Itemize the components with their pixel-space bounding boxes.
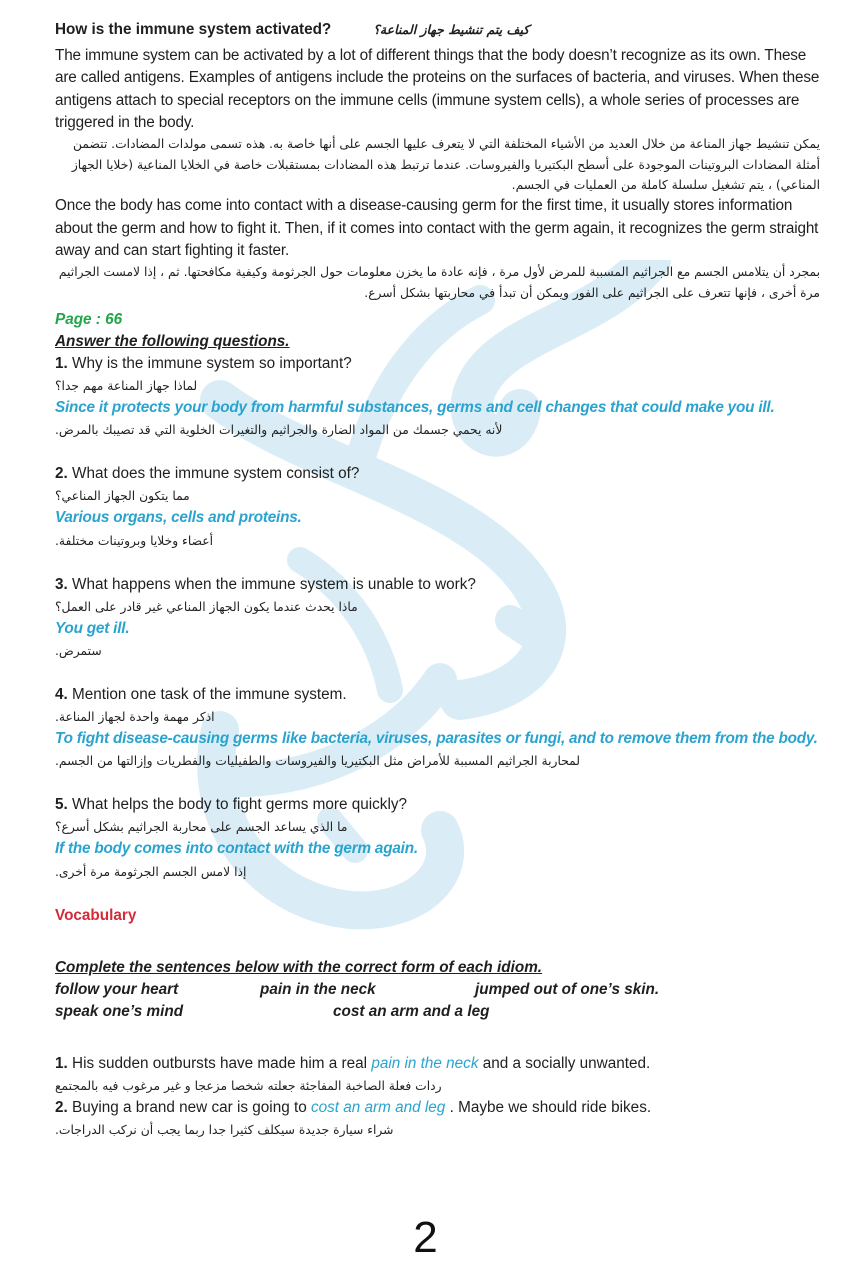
- idiom-item: jumped out of one’s skin.: [475, 980, 660, 998]
- sentence-before: Buying a brand new car is going to: [72, 1098, 307, 1116]
- answer-arabic: ستمرض.: [55, 644, 102, 658]
- sentence-after: . Maybe we should ride bikes.: [449, 1098, 652, 1116]
- sentence-answer: cost an arm and leg: [310, 1098, 446, 1116]
- question-text: [55, 463, 820, 485]
- idiom-item: follow your heart: [55, 980, 179, 998]
- idiom-row: [55, 979, 820, 1001]
- question-english: What does the immune system consist of?: [72, 465, 360, 483]
- question-english: Why is the immune system so important?: [72, 355, 352, 373]
- sentence-after: and a socially unwanted.: [482, 1054, 651, 1072]
- idiom-item: speak one’s mind: [55, 1002, 184, 1020]
- question-number: 1.: [55, 355, 68, 373]
- idiom-item: cost an arm and a leg: [333, 1002, 490, 1020]
- sentence-number: 1.: [55, 1054, 68, 1072]
- question-item: [55, 353, 820, 441]
- answer-english: Various organs, cells and proteins.: [55, 509, 302, 527]
- question-english: What helps the body to fight germs more quickly?: [72, 796, 408, 814]
- section-title: [55, 21, 820, 45]
- question-number: 5.: [55, 796, 68, 814]
- question-arabic: ما الذي يساعد الجسم على محاربة الجراثيم بشكل أسرع؟: [55, 820, 348, 835]
- vocabulary-sentence: [55, 1097, 820, 1141]
- answer-english: You get ill.: [55, 619, 130, 637]
- intro-paragraph-1-english: The immune system can be activated by a lot of different things that the body doesn’t recognize as its own. These are called antigens. Examples of antigens include the proteins on the surfaces of bacteria, and viruses. When these antigens attach to special receptors on the immune cells (immune system cells), a whole series of processes are triggered in the body.: [55, 47, 820, 131]
- question-number: 2.: [55, 465, 68, 483]
- question-english: What happens when the immune system is unable to work?: [72, 575, 476, 593]
- question-item: [55, 574, 820, 662]
- page-reference: Page : 66: [55, 311, 123, 329]
- question-arabic: اذكر مهمة واحدة لجهاز المناعة.: [55, 710, 215, 724]
- question-arabic: مما يتكون الجهاز المناعي؟: [55, 489, 190, 504]
- question-text: [55, 574, 820, 596]
- question-item: [55, 463, 820, 551]
- question-item: [55, 794, 820, 882]
- sentence-text: [55, 1097, 820, 1119]
- vocabulary-sentence: [55, 1053, 820, 1097]
- sentence-answer: pain in the neck: [371, 1054, 479, 1072]
- answer-english: Since it protects your body from harmful substances, germs and cell changes that could make you ill.: [55, 399, 775, 417]
- title-arabic: كيف يتم تنشيط جهاز المناعة؟: [373, 22, 530, 37]
- answer-arabic: لأنه يحمي جسمك من المواد الضارة والجراثيم والتغيرات الخلوية التي قد تصيبك بالمرض.: [55, 423, 503, 438]
- sentence-arabic: شراء سيارة جديدة سيكلف كثيرا جدا ربما يجب أن نركب الدراجات.: [55, 1122, 394, 1137]
- question-number: 3.: [55, 575, 68, 593]
- document-content: [55, 21, 820, 1141]
- page-number: 2: [413, 1213, 438, 1262]
- question-arabic: لماذا جهاز المناعة مهم جدا؟: [55, 379, 198, 394]
- intro-paragraph-1-arabic: يمكن تنشيط جهاز المناعة من خلال العديد من الأشياء المختلفة التي لا يتعرف عليها الجسم على أنها خاصة به. هذه تسمى مولدات المضادات. تتضمن أمثلة المضادات البروتينات الموجودة على أسطح البكتيريا والفيروسات. عندما ترتبط هذه المضادات بمستقبلات خاصة في الخلايا المناعية (خلايا الجهاز المناعي) ، يتم تشغيل سلسلة كاملة من العمليات في الجسم.: [71, 137, 820, 192]
- intro-paragraph-2-english: Once the body has come into contact with a disease-causing germ for the first time, it usually stores information about the germ and how to fight it. Then, if it comes into contact with the germ again, it recognizes the germ straight away and can start fighting it faster.: [55, 197, 819, 259]
- question-text: [55, 353, 820, 375]
- question-text: [55, 794, 820, 816]
- question-number: 4.: [55, 686, 68, 703]
- sentence-text: [55, 1053, 820, 1075]
- sentence-before: His sudden outbursts have made him a real: [72, 1054, 368, 1072]
- sentence-number: 2.: [55, 1098, 68, 1116]
- question-english: Mention one task of the immune system.: [72, 686, 347, 703]
- question-text: [55, 684, 820, 706]
- idiom-item: pain in the neck: [260, 980, 376, 998]
- answer-arabic: إذا لامس الجسم الجرثومة مرة أخرى.: [55, 864, 247, 879]
- vocabulary-heading: Vocabulary: [55, 906, 137, 924]
- intro-paragraph-2-arabic: بمجرد أن يتلامس الجسم مع الجراثيم المسببة للمرض لأول مرة ، فإنه عادة ما يخزن معلومات حول الجرثومة وكيفية مكافحتها. ثم ، إذا لامست الجراثيم مرة أخرى ، فإنها تتعرف على الجراثيم على الفور ويمكن أن تبدأ في محاربتها بشكل أسرع.: [58, 265, 820, 300]
- answer-arabic: لمحاربة الجراثيم المسببة للأمراض مثل البكتيريا والفيروسات والطفيليات والفطريات وإزالتها من الجسم.: [55, 754, 580, 769]
- answer-arabic: أعضاء وخلايا وبروتينات مختلفة.: [55, 533, 213, 548]
- title-english: How is the immune system activated?: [55, 21, 332, 38]
- answer-english: To fight disease-causing germs like bacteria, viruses, parasites or fungi, and to remove them from the body.: [55, 730, 818, 747]
- vocabulary-instruction: Complete the sentences below with the correct form of each idiom.: [55, 958, 543, 976]
- question-item: [55, 684, 820, 772]
- idiom-row: [55, 1001, 820, 1023]
- sentence-arabic: ردات فعلة الصاخبة المفاجئة جعلته شخصا مزعجا و غير مرغوب فيه بالمجتمع: [55, 1078, 442, 1093]
- questions-heading: Answer the following questions.: [55, 333, 290, 351]
- answer-english: If the body comes into contact with the germ again.: [55, 840, 418, 858]
- question-arabic: ماذا يحدث عندما يكون الجهاز المناعي غير قادر على العمل؟: [55, 599, 358, 614]
